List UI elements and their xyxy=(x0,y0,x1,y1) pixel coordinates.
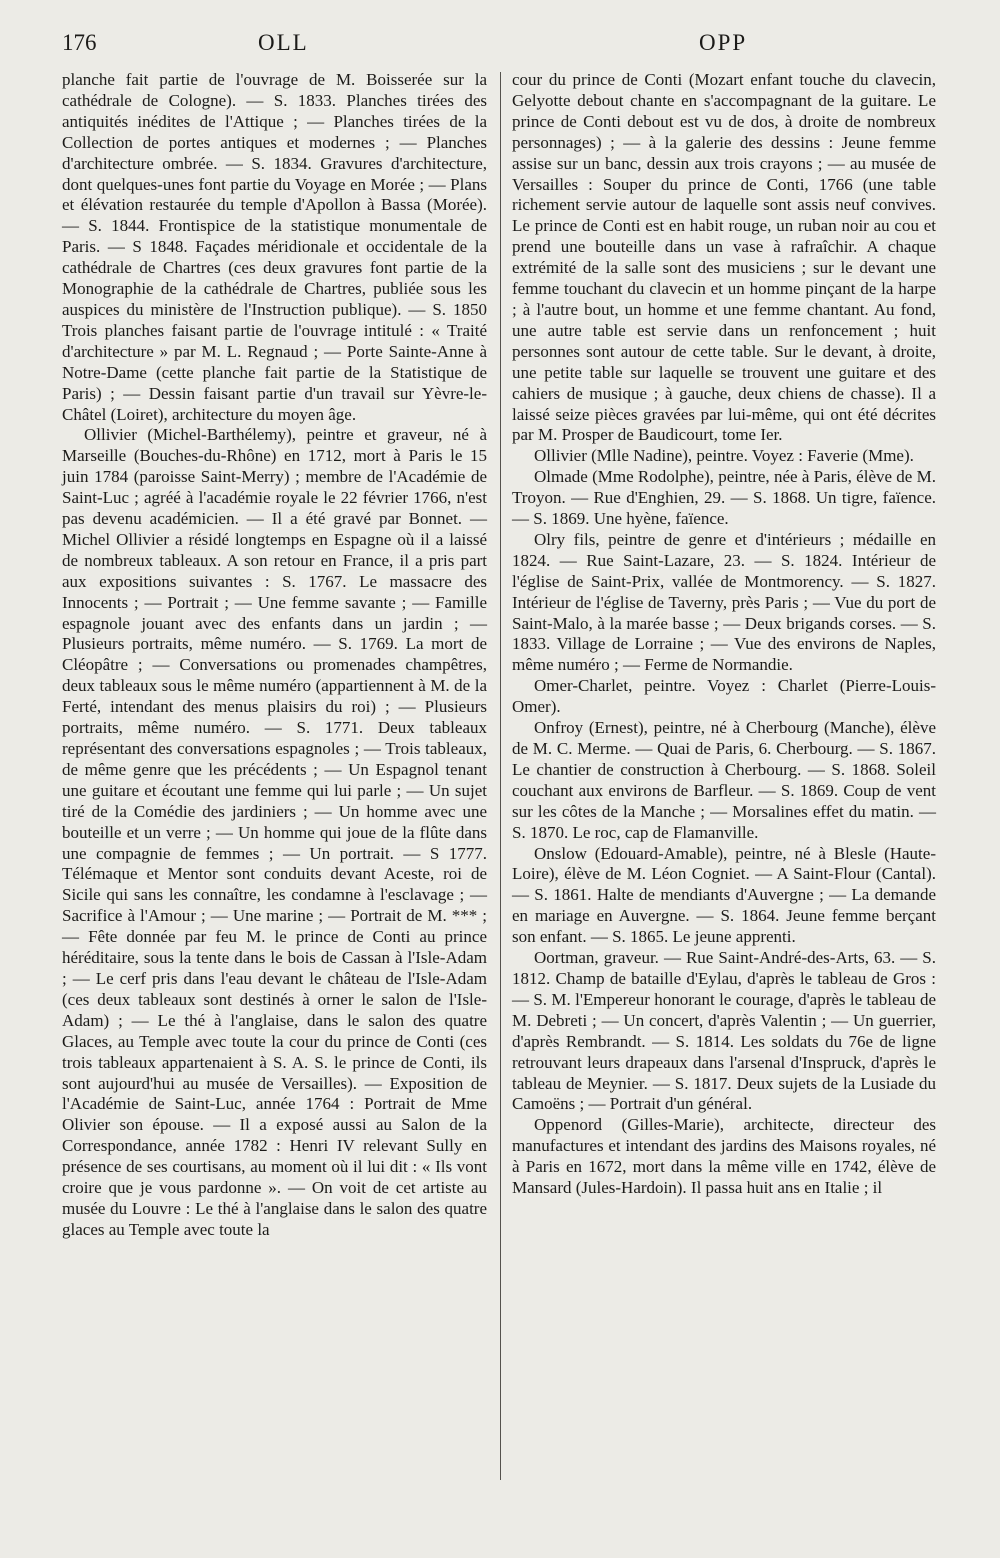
entry-continuation: cour du prince de Conti (Mozart enfant touche du clavecin, Gelyotte debout chante en s'accompagnant de la guitare. Le prince de Conti debout est vu de dos, à droite de nombreux personnages) ; — à la galerie des dessins : Jeune femme assise sur un banc, dessin aux trois crayons ; — au musée de Versailles : Souper du prince de Conti, 1766 (une table richement servie autour de laquelle sont assis neuf convives. Le prince de Conti est en habit rouge, un ruban noir au cou et prend une bouteille dans un vase à rafraîchir. A chaque extrémité de la salle sont des musiciens ; sur le devant une femme touchant du clavecin et un homme pinçant de la harpe ; à l'autre bout, un homme et une femme chantant. Au fond, une autre table est servie dans un renfoncement ; huit personnes sont autour de cette table. Sur le devant, à droite, une petite table sur laquelle se trouvent une guitare et des cahiers de musique ; à gauche, deux chiens de chasse). Il a laissé seize pièces gravées par lui-même, qui ont été décrites par M. Prosper de Baudicourt, tome Ier. xyxy=(512,70,936,445)
entry-omer-charlet: Omer-Charlet, peintre. Voyez : Charlet (Pierre-Louis-Omer). xyxy=(512,676,936,717)
page-header xyxy=(62,30,938,64)
running-head-right: OPP xyxy=(699,30,748,55)
running-head-left: OLL xyxy=(258,30,309,55)
entry-ollivier-nadine: Ollivier (Mlle Nadine), peintre. Voyez : Faverie (Mme). xyxy=(534,446,914,466)
left-column xyxy=(62,70,487,1241)
entry-oortman: Oortman, graveur. — Rue Saint-André-des-Arts, 63. — S. 1812. Champ de bataille d'Eylau, d'après le tableau de Gros : — S. M. l'Empereur honorant le courage, d'après le tableau de M. Debreti ; — Un concert, d'après Valentin ; — Un guerrier, d'après Rembrandt. — S. 1814. Les soldats du 76e de ligne retrouvant leurs drapeaux dans l'arsenal d'Inspruck, d'après le tableau de Meynier. — S. 1817. Deux sujets de la Lusiade du Camoëns ; — Portrait d'un général. xyxy=(512,948,936,1114)
right-column xyxy=(512,70,936,1199)
entry-onfroy: Onfroy (Ernest), peintre, né à Cherbourg (Manche), élève de M. C. Merme. — Quai de Paris, 6. Cherbourg. — S. 1867. Le chantier de construction à Cherbourg. — S. 1868. Soleil couchant aux environs de Barfleur. — S. 1869. Coup de vent sur les côtes de la Manche ; — Morsalines effet du matin. — S. 1870. Le roc, cap de Flamanville. xyxy=(512,718,936,842)
entry-olmade: Olmade (Mme Rodolphe), peintre, née à Paris, élève de M. Troyon. — Rue d'Enghien, 29. — S. 1868. Un tigre, faïence. — S. 1869. Une hyène, faïence. xyxy=(512,467,936,529)
column-divider xyxy=(500,72,501,1480)
entry-olry: Olry fils, peintre de genre et d'intérieurs ; médaille en 1824. — Rue Saint-Lazare, 23. — S. 1824. Intérieur de l'église de Saint-Prix, vallée de Montmorency. — S. 1827. Intérieur de l'église de Taverny, près Paris ; — Vue du port de Saint-Malo, à la marée basse ; — Deux brigands corses. — S. 1833. Village de Lorraine ; — Vue des environs de Naples, même numéro ; — Ferme de Normandie. xyxy=(512,529,936,675)
entry-continuation: planche fait partie de l'ouvrage de M. Boisserée sur la cathédrale de Cologne). — S. 1833. Planches tirées des antiquités inédites de l'Attique ; — Planches tirées de la Collection de portes antiques et modernes ; — Planches d'architecture ombrée. — S. 1834. Gravures d'architecture, dont quelques-unes font partie du Voyage en Morée ; — Plans et élévation restaurée du temple d'Apollon à Bassa (Morée). — S. 1844. Frontispice de la statistique monumentale de Paris. — S 1848. Façades méridionale et occidentale de la cathédrale de Chartres (ces deux gravures font partie de la Monographie de la cathédrale de Chartres, publiée sous les auspices du ministère de l'Instruction publique). — S. 1850 Trois planches faisant partie de l'ouvrage intitulé : « Traité d'architecture » par M. L. Regnaud ; — Porte Sainte-Anne à Notre-Dame (cette planche fait partie de la Statistique de Paris) ; — Dessin faisant partie d'un travail sur Yèvre-le-Châtel (Loiret), architecture du moyen âge. xyxy=(62,70,487,424)
entry-onslow: Onslow (Edouard-Amable), peintre, né à Blesle (Haute-Loire), élève de M. Léon Cogniet. — A Saint-Flour (Cantal). — S. 1861. Halte de mendiants d'Auvergne ; — La demande en mariage en Auvergne. — S. 1864. Jeune femme berçant son enfant. — S. 1865. Le jeune apprenti. xyxy=(512,843,936,947)
page-number: 176 xyxy=(62,30,97,55)
entry-oppenord: Oppenord (Gilles-Marie), architecte, directeur des manufactures et intendant des jardins des Maisons royales, né à Paris en 1672, mort dans la même ville en 1742, élève de Mansard (Jules-Hardoin). Il passa huit ans en Italie ; il xyxy=(512,1115,936,1198)
entry-ollivier-michel: Ollivier (Michel-Barthélemy), peintre et graveur, né à Marseille (Bouches-du-Rhône) en 1712, mort à Paris le 15 juin 1784 (paroisse Saint-Merry) ; membre de l'Académie de Saint-Luc ; agréé à l'académie royale le 22 février 1766, n'est pas devenu académicien. — Il a été gravé par Bonnet. — Michel Ollivier a résidé longtemps en Espagne où il a laissé de nombreux tableaux. A son retour en France, il a pris part aux expositions suivantes : S. 1767. Le massacre des Innocents ; — Portrait ; — Une femme savante ; — Famille espagnole jouant avec des enfants dans un jardin ; — Plusieurs portraits, même numéro. — S. 1769. La mort de Cléopâtre ; — Conversations ou promenades champêtres, deux tableaux sous le même numéro (appartiennent à M. de la Ferté, intendant des menus plaisirs du roi) ; — Plusieurs portraits, même numéro. — S. 1771. Deux tableaux représentant des conversations espagnoles ; — Trois tableaux, de même genre que les précédents ; — Un Espagnol tenant une guitare et écoutant une femme qui lui parle ; — Un sujet tiré de la Comédie des jardiniers ; — Un homme avec une bouteille et un verre ; — Un homme qui joue de la flûte dans une compagnie de femmes ; — Un portrait. — S 1777. Télémaque et Mentor sont conduits devant Aceste, roi de Sicile qui sans les connaître, les condamne à l'esclavage ; — Sacrifice à l'Amour ; — Une marine ; — Portrait de M. *** ; — Fête donnée par feu M. le prince de Conti au prince héréditaire, sous la tente dans le bois de Cassan à l'Isle-Adam ; — Le cerf pris dans l'eau devant le château de l'Isle-Adam (ces deux tableaux sont destinés à orner le salon de l'Isle-Adam) ; — Le thé à l'anglaise, dans le salon des quatre Glaces, au Temple avec toute la cour du prince de Conti (ces trois tableaux appartenaient à S. A. S. le prince de Conti, ils sont aujourd'hui au musée de Versailles). — Exposition de l'Académie de Saint-Luc, année 1764 : Portrait de Mme Olivier son épouse. — Il a exposé aussi au Salon de la Correspondance, année 1782 : Henri IV relevant Sully en présence de ses courtisans, au moment où il lui dit : « Ils vont croire que je vous pardonne ». — On voit de cet artiste au musée du Louvre : Le thé à l'anglaise dans le salon des quatre glaces au Temple avec toute la xyxy=(62,425,487,1239)
